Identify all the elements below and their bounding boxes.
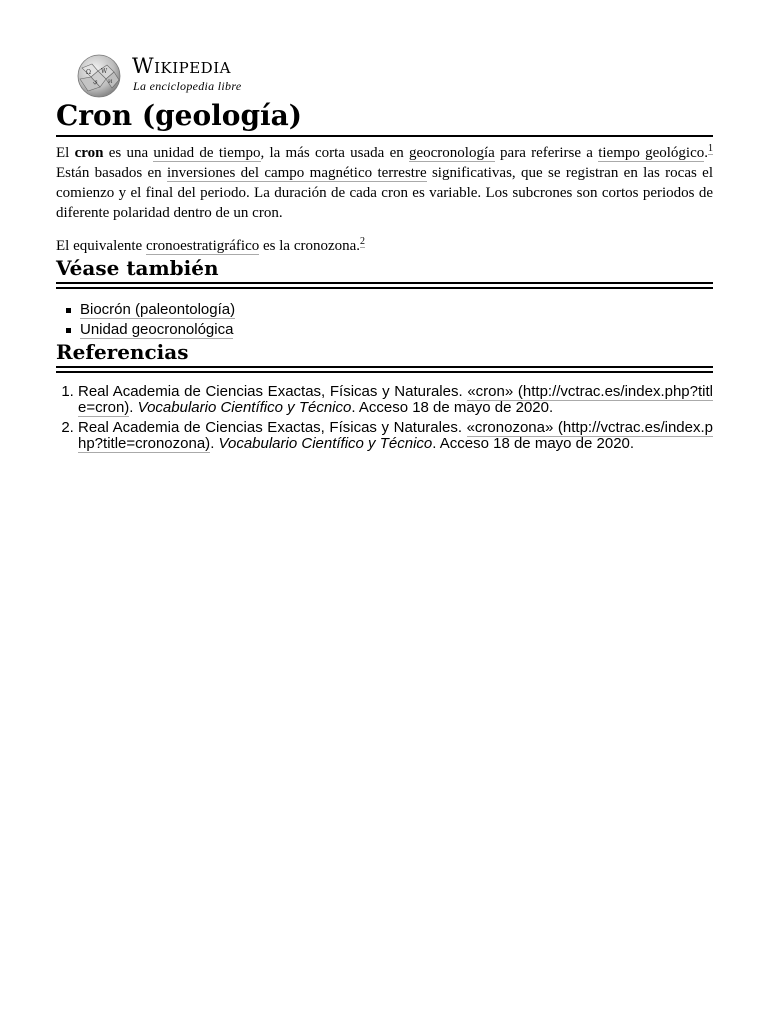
see-also-item (66, 320, 713, 340)
references-list (56, 384, 713, 452)
references-heading: Referencias (56, 340, 713, 368)
equivalent-paragraph (56, 236, 713, 256)
intro-text: significativas, que se registran en las rocas el comienzo y el final del periodo. La duración de cada cron es variable. Los subcrones son cortos periodos de diferente polaridad dentro de un cron. (56, 165, 713, 221)
reference-access: . Acceso 18 de mayo de 2020. (432, 435, 635, 452)
reference-item (78, 384, 713, 416)
svg-text:Ω: Ω (86, 69, 91, 76)
intro-text: Están basados en (56, 165, 167, 181)
link-unidad-geocronologica[interactable]: Unidad geocronológica (80, 321, 234, 338)
page-title: Cron (geología) (56, 100, 713, 137)
link-tiempo-geologico[interactable]: tiempo geológico (598, 145, 705, 161)
intro-text: , la más corta usada en (260, 145, 409, 161)
link-biocron[interactable]: Biocrón (paleontología) (80, 301, 236, 318)
reference-access: . Acceso 18 de mayo de 2020. (351, 399, 554, 416)
term-bold: cron (74, 145, 104, 161)
equivalent-text: El equivalente (56, 238, 146, 254)
ref-link-1[interactable]: 1 (708, 143, 714, 154)
reference-author: Real Academia de Ciencias Exactas, Físicas y Naturales. (78, 383, 468, 400)
see-also-item (66, 300, 713, 320)
svg-text:И: И (108, 79, 113, 85)
reference-link-cron[interactable]: «cron» (http://vctrac.es/index.php?title=cron) (78, 383, 713, 416)
reference-sep: . (210, 435, 219, 452)
see-also-list (56, 300, 713, 340)
link-inversiones-campo-magnetico[interactable]: inversiones del campo magnético terrestre (167, 165, 427, 181)
reference-author: Real Academia de Ciencias Exactas, Físicas y Naturales. (78, 419, 467, 436)
reference-link-cronozona[interactable]: «cronozona» (http://vctrac.es/index.php?title=cronozona) (78, 419, 713, 452)
wikipedia-wordmark: Wikipedia (132, 54, 231, 78)
link-unidad-de-tiempo[interactable]: unidad de tiempo (153, 145, 261, 161)
ref-link-2[interactable]: 2 (360, 236, 366, 247)
wikipedia-tagline: La enciclopedia libre (133, 79, 242, 93)
link-geocronologia[interactable]: geocronología (408, 145, 495, 161)
intro-text: El (56, 145, 75, 161)
reference-sep: . (129, 399, 138, 416)
equivalent-text: es la cronozona. (259, 238, 361, 254)
wikipedia-logo[interactable] (74, 50, 713, 100)
reference-work: Vocabulario Científico y Técnico (137, 399, 352, 416)
intro-text: es una (103, 145, 154, 161)
intro-paragraph (56, 143, 713, 223)
svg-text:ي: ي (93, 78, 98, 85)
reference-work: Vocabulario Científico y Técnico (218, 435, 433, 452)
link-cronoestratigrafico[interactable]: cronoestratigráfico (145, 238, 260, 254)
intro-text: . (704, 145, 709, 161)
svg-text:W: W (101, 68, 108, 75)
see-also-heading: Véase también (56, 256, 713, 284)
reference-item (78, 420, 713, 452)
intro-text: para referirse a (494, 145, 599, 161)
article-page (56, 50, 713, 456)
wikipedia-globe-icon (74, 52, 124, 98)
